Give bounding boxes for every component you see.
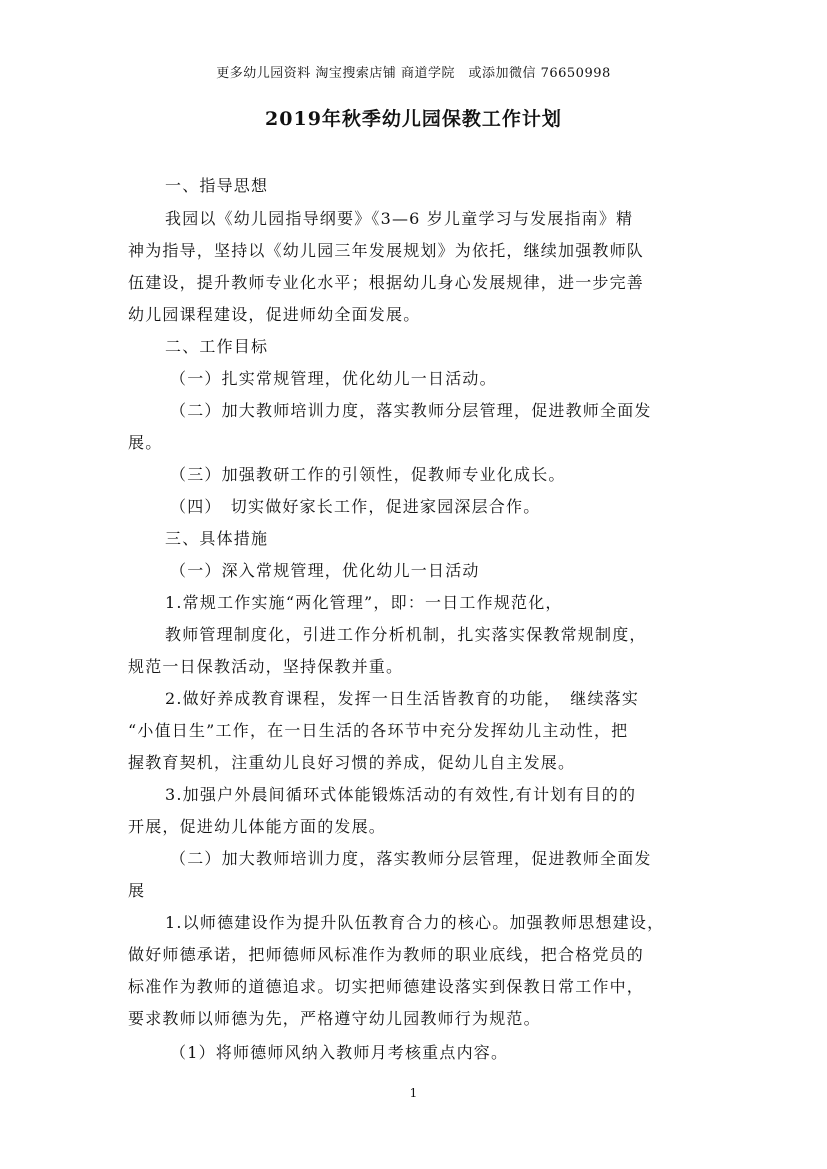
paragraph-line: 展 <box>128 881 146 900</box>
paragraph-line: （二）加大教师培训力度，落实教师分层管理，促进教师全面发 <box>170 849 652 868</box>
paragraph-line: 要求教师以师德为先，严格遵守幼儿园教师行为规范。 <box>128 1009 541 1028</box>
paragraph-line: 展。 <box>128 433 163 452</box>
paragraph-line: 开展，促进幼儿体能方面的发展。 <box>128 817 387 836</box>
paragraph-line: 2.做好养成教育课程，发挥一日生活皆教育的功能， 继续落实 <box>165 689 640 708</box>
paragraph-line: （一）深入常规管理，优化幼儿一日活动 <box>170 561 480 580</box>
paragraph-line: 神为指导，坚持以《幼儿园三年发展规划》为依托，继续加强教师队 <box>128 241 645 260</box>
paragraph-line: 握教育契机，注重幼儿良好习惯的养成，促幼儿自主发展。 <box>128 753 576 772</box>
paragraph-line: （四） 切实做好家长工作，促进家园深层合作。 <box>170 497 541 516</box>
paragraph-line: 标准作为教师的道德追求。切实把师德建设落实到保教日常工作中， <box>128 977 645 996</box>
paragraph-line: 幼儿园课程建设，促进师幼全面发展。 <box>128 305 421 324</box>
page-number: 1 <box>409 1086 418 1100</box>
document-title: 2019年秋季幼儿园保教工作计划 <box>265 108 562 130</box>
paragraph-line: 1.以师德建设作为提升队伍教育合力的核心。加强教师思想建设， <box>165 913 665 932</box>
paragraph-line: 我园以《幼儿园指导纲要》《3—6 岁儿童学习与发展指南》精 <box>165 209 634 228</box>
section-heading: 一、指导思想 <box>165 176 269 195</box>
paragraph-line: （二）加大教师培训力度，落实教师分层管理，促进教师全面发 <box>170 401 652 420</box>
section-heading: 二、工作目标 <box>165 337 269 356</box>
paragraph-line: 教师管理制度化，引进工作分析机制，扎实落实保教常规制度， <box>165 625 647 644</box>
paragraph-line: “小值日生”工作，在一日生活的各环节中充分发挥幼儿主动性，把 <box>128 721 629 740</box>
paragraph-line: （三）加强教研工作的引领性，促教师专业化成长。 <box>170 465 566 484</box>
paragraph-line: 伍建设，提升教师专业化水平；根据幼儿身心发展规律，进一步完善 <box>128 273 645 292</box>
paragraph-line: （1）将师德师风纳入教师月考核重点内容。 <box>170 1043 509 1062</box>
section-heading: 三、具体措施 <box>165 529 269 548</box>
paragraph-line: 做好师德承诺，把师德师风标准作为教师的职业底线，把合格党员的 <box>128 945 645 964</box>
page-header: 更多幼儿园资料 淘宝搜索店铺 商道学院 或添加微信 76650998 <box>216 66 611 81</box>
paragraph-line: （一）扎实常规管理，优化幼儿一日活动。 <box>170 369 497 388</box>
paragraph-line: 规范一日保教活动，坚持保教并重。 <box>128 657 404 676</box>
paragraph-line: 1.常规工作实施“两化管理”，即：一日工作规范化， <box>165 593 563 612</box>
paragraph-line: 3.加强户外晨间循环式体能锻炼活动的有效性,有计划有目的的 <box>165 785 637 804</box>
